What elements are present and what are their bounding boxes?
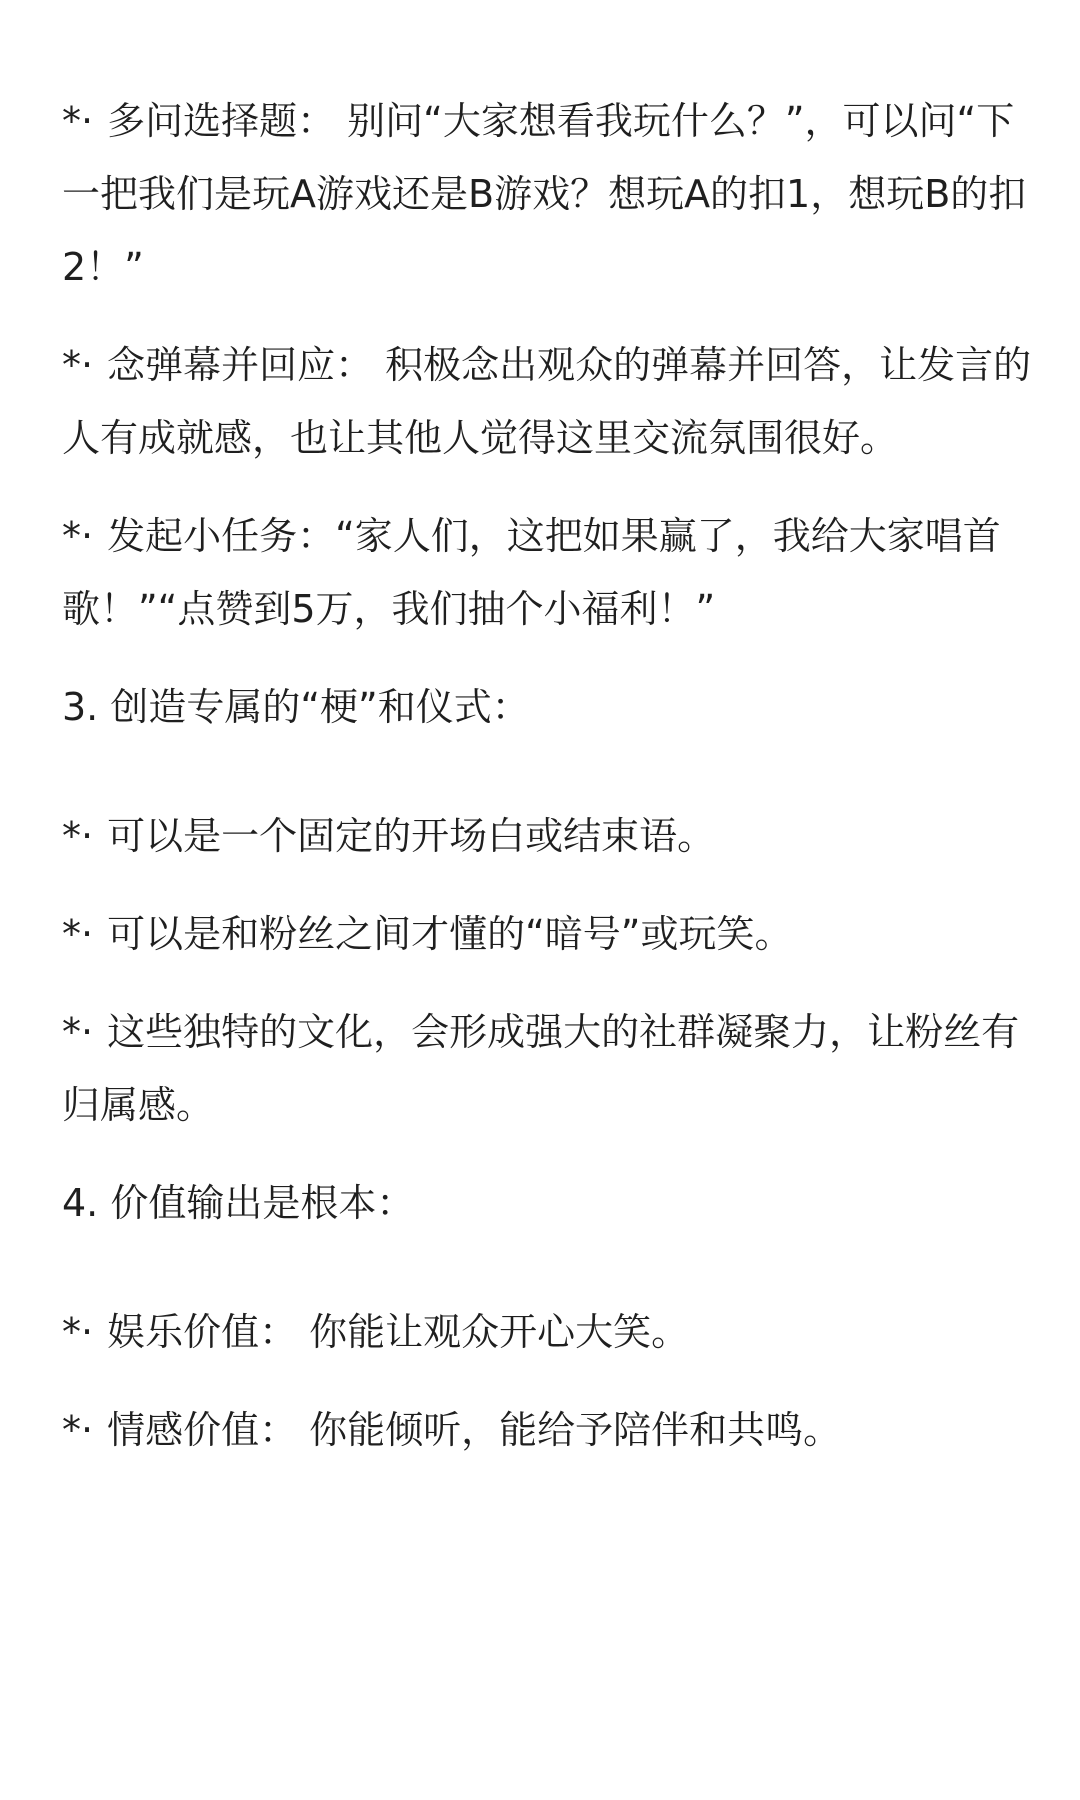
bullet-text: 发起小任务：“家人们，这把如果赢了，我给大家唱首歌！”“点赞到5万，我们抽个小福利！” — [62, 514, 1001, 631]
bullet-marker: *· — [62, 1310, 94, 1354]
bullet-text: 多问选择题： 别问“大家想看我玩什么？”，可以问“下一把我们是玩A游戏还是B游戏？想玩A的扣1，想玩B的扣2！” — [62, 99, 1027, 289]
bullet-opening-line — [62, 800, 1037, 873]
bullet-text: 情感价值： 你能倾听，能给予陪伴和共鸣。 — [107, 1408, 842, 1452]
bullet-text: 可以是一个固定的开场白或结束语。 — [107, 814, 716, 858]
article-body — [62, 85, 1037, 1492]
bullet-marker: *· — [62, 514, 94, 558]
bullet-marker: *· — [62, 814, 94, 858]
bullet-marker: *· — [62, 343, 94, 387]
bullet-text: 这些独特的文化，会形成强大的社群凝聚力，让粉丝有归属感。 — [62, 1010, 1020, 1127]
bullet-marker: *· — [62, 1408, 94, 1452]
bullet-marker: *· — [62, 912, 94, 956]
bullet-marker: *· — [62, 1010, 94, 1054]
bullet-secret-code — [62, 898, 1037, 971]
bullet-text: 娱乐价值： 你能让观众开心大笑。 — [107, 1310, 690, 1354]
bullet-text: 念弹幕并回应： 积极念出观众的弹幕并回答，让发言的人有成就感，也让其他人觉得这里交流氛围很好。 — [62, 343, 1032, 460]
bullet-read-comments — [62, 329, 1037, 475]
bullet-emotional-value — [62, 1394, 1037, 1467]
bullet-community-culture — [62, 996, 1037, 1142]
section-heading-3: 3. 创造专属的“梗”和仪式： — [62, 685, 530, 729]
bullet-small-task — [62, 500, 1037, 646]
bullet-text: 可以是和粉丝之间才懂的“暗号”或玩笑。 — [107, 912, 793, 956]
bullet-ask-choice — [62, 85, 1037, 304]
bullet-marker: *· — [62, 99, 94, 143]
section-heading-4: 4. 价值输出是根本： — [62, 1181, 415, 1225]
bullet-entertainment-value — [62, 1296, 1037, 1369]
